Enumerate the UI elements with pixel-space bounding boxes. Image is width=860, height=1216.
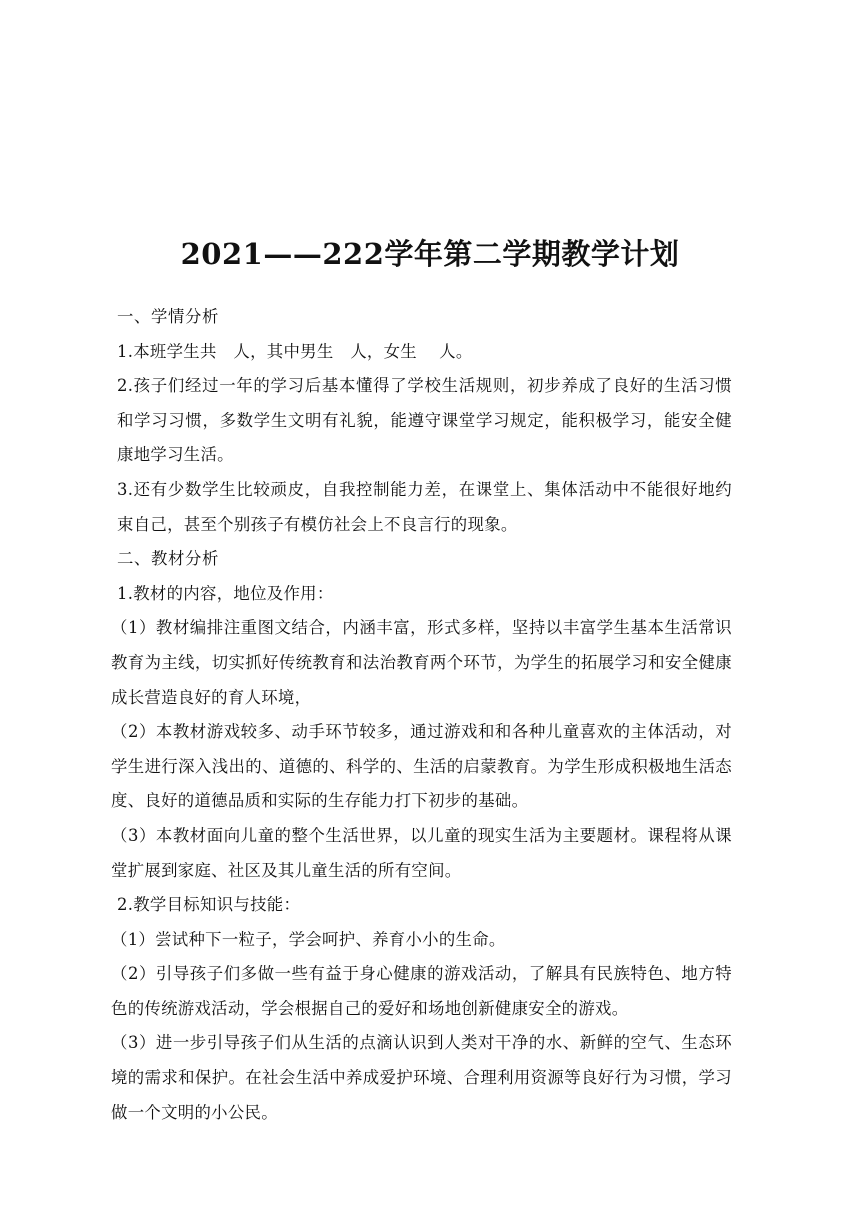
paragraph-self-control: 3.还有少数学生比较顽皮，自我控制能力差，在课堂上、集体活动中不能很好地约束自己，甚至个别孩子有模仿社会上不良言行的现象。 <box>117 479 732 534</box>
document-body <box>111 300 732 1130</box>
paragraph-class-size: 1.本班学生共 人，其中男生 人，女生 人。 <box>117 341 473 361</box>
paragraph-textbook-point-1: （1）教材编排注重图文结合，内涵丰富，形式多样，坚持以丰富学生基本生活常识教育为主线，切实抓好传统教育和法治教育两个环节，为学生的拓展学习和安全健康成长营造良好的育人环境， <box>111 618 732 707</box>
paragraph-teaching-goals: 2.教学目标知识与技能： <box>117 895 301 915</box>
paragraph-goal-1: （1）尝试种下一粒子，学会呵护、养育小小的生命。 <box>111 929 506 949</box>
paragraph-textbook-point-3: （3）本教材面向儿童的整个生活世界，以儿童的现实生活为主要题材。课程将从课堂扩展到家庭、社区及其儿童生活的所有空间。 <box>111 825 732 880</box>
paragraph-textbook-role: 1.教材的内容，地位及作用： <box>117 583 334 603</box>
paragraph-goal-3: （3）进一步引导孩子们从生活的点滴认识到人类对干净的水、新鲜的空气、生态环境的需求和保护。在社会生活中养成爱护环境、合理利用资源等良好行为习惯，学习做一个文明的小公民。 <box>111 1033 732 1122</box>
section-heading-learning-analysis: 一、学情分析 <box>117 307 219 326</box>
paragraph-goal-2: （2）引导孩子们多做一些有益于身心健康的游戏活动，了解具有民族特色、地方特色的传统游戏活动，学会根据自己的爱好和场地创新健康安全的游戏。 <box>111 964 732 1018</box>
document-title: 2021——222学年第二学期教学计划 <box>180 237 680 271</box>
paragraph-habits: 2.孩子们经过一年的学习后基本懂得了学校生活规则，初步养成了良好的生活习惯和学习习惯，多数学生文明有礼貌，能遵守课堂学习规定，能积极学习，能安全健康地学习生活。 <box>117 376 732 465</box>
section-heading-textbook-analysis: 二、教材分析 <box>117 549 219 569</box>
paragraph-textbook-point-2: （2）本教材游戏较多、动手环节较多，通过游戏和和各种儿童喜欢的主体活动，对学生进行深入浅出的、道德的、科学的、生活的启蒙教育。为学生形成积极地生活态度、良好的道德品质和实际的生存能力打下初步的基础。 <box>111 722 732 811</box>
